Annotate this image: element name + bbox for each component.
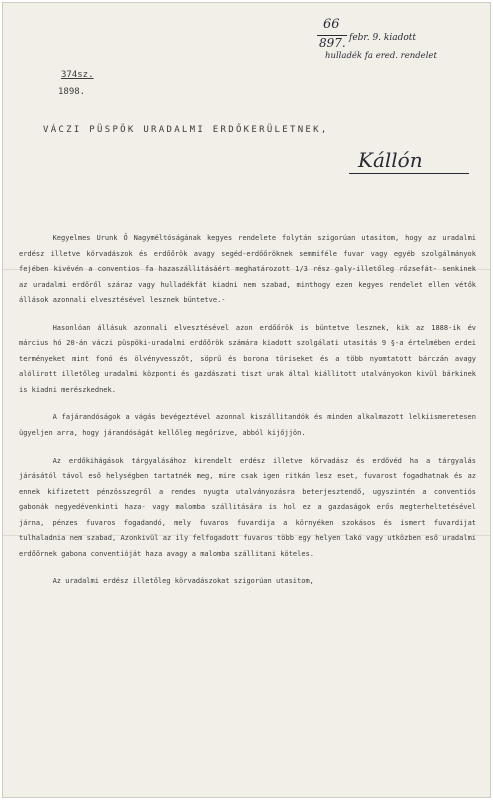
reference-number: 374sz. [61,70,94,80]
paragraph-4: Az erdőkihágások tárgyalásához kirendelt erdész illetve körvadász és erdővéd ha a tárgyalás járásától távol eső helységben tartatnék meg, mire csak igen ritkán lesz eset, fuvarost fogadhatnak és az ennek kifizetett pénzösszegről a rendes nyugta utalványozásra beterjesztendő, ugyszintén a conventiós gabonák negyedévenkinti haza- vagy malomba szállitására is hol ez a gazdaságok erős megterheltetésével járna, pénzes fuvaros fogadandó, mely fuvaros fuvardija a környéken szokásos és ismert fuvardijat tulhaladnia nem szabad, Azonkivül az ily felfogadott fuvaros több egy helyen lakó vagy utközben eső uradalmi erdőőrnek gabona conventióját haza avagy a malomba szállitani köteles. [19,456,476,558]
place-underline [349,173,469,174]
reference-block [58,67,94,101]
document-page [2,2,491,798]
handwritten-sub-number: 897. [319,36,346,50]
paragraph-3: A fajárandóságok a vágás bevégeztével azonnal kiszállitandók és minden alkalmazott lelkiismeretesen ügyeljen arra, hogy járandóságát kellőleg megőrizve, abból kijőjjön. [19,413,476,438]
paragraph-2: Hasonlóan állásuk azonnali elvesztésével azon erdőőrök is büntetve lesznek, kik az 1888-ik év március hó 20-án váczi püspöki-uradalmi erdőőrök számára kiadott szolgálati utasitás 9 §-a értelmében erdei terményeket mint fonó és ölvényvesszőt, söprű és borona töriseket és a több nyomtatott bárczán avagy alólirott illetőleg uradalmi központi és gazdászati tiszt urak által kiállitott utalványokon kivül bárkinek is kiadni merészkednek. [19,323,476,394]
reference-year: 1898. [58,87,86,97]
handwritten-number: 66 [323,17,340,32]
letter-body [19,231,476,602]
addressee-heading: VÁCZI PÜSPÖK URADALMI ERDŐKERÜLETNEK, [43,125,329,135]
place-signature: Kállón [358,148,423,172]
handwritten-note-line1: febr. 9. kiadott [349,33,417,43]
handwritten-note-line2: hulladék fa ered. rendelet [325,51,437,61]
paragraph-5: Az uradalmi erdész illetőleg körvadászokat szigorúan utasitom, [52,577,314,586]
paragraph-1: Kegyelmes Urunk Ő Nagyméltóságának kegyes rendelete folytán szigorúan utasitom, hogy az uradalmi erdész illetve körvadászok és erdőőrök avagy segéd-erdőőröknek semmiféle fuvar vagy egyéb szolgálmányok fejében kivévén a conventios fa hazaszállitásáért meghatározott 1/3 rész galy-illetőleg rőzsefát- senkinek az uradalmi erdőről száraz vagy hulladékfát kiadni nem szabad, minthogy ezen kegyes rendelet ellen vétők állások azonnali elvesztésével lesznek büntetve.- [19,234,476,305]
